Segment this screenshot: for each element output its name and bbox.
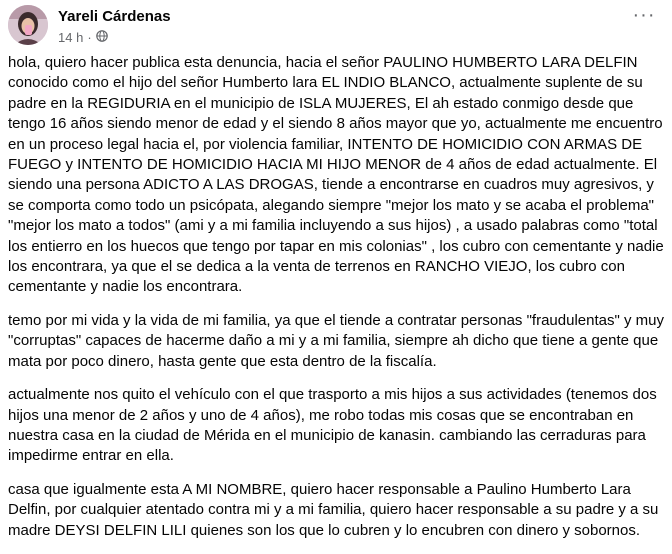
- more-options-icon[interactable]: ···: [632, 4, 656, 26]
- profile-photo: [8, 5, 48, 45]
- meta-separator: ·: [87, 30, 92, 45]
- post-body: [8, 53, 668, 554]
- globe-icon: [96, 30, 108, 45]
- post-meta: [58, 30, 108, 45]
- post-paragraph: casa que igualmente esta A MI NOMBRE, quiero hacer responsable a Paulino Humberto Lara Delfin, por cualquier atentado contra mi y a mi familia, quiero hacer responsable a su padre y a su madre DEYSI DELFIN LILI quienes son los que lo cubren y lo encubren con dinero y sobornos.: [8, 480, 659, 539]
- author-name[interactable]: Yareli Cárdenas: [58, 8, 171, 25]
- post-header: [0, 0, 672, 52]
- post-paragraph: actualmente nos quito el vehículo con el que trasporto a mis hijos a sus actividades (tenemos dos hijos una menor de 2 años y uno de 4 años), me robo todas mis cosas que se encontraban en nuestra casa en la ciudad de Mérida en el municipio de kanasin. cambiando las cerraduras para impedirme entrar en ella.: [8, 386, 657, 465]
- post-paragraph: temo por mi vida y la vida de mi familia, ya que el tiende a contratar personas "fraudulentas" y muy "corruptas" capaces de hacerme daño a mi y a mi familia, siempre ah dicho que tiene a gente que mata por poco dinero, hasta gente que esta dentro de la fiscalía.: [8, 311, 664, 370]
- avatar[interactable]: [8, 5, 48, 45]
- post-timestamp[interactable]: 14 h: [58, 30, 84, 45]
- post-paragraph: hola, quiero hacer publica esta denuncia, hacia el señor PAULINO HUMBERTO LARA DELFIN conocido como el hijo del señor Humberto lara EL INDIO BLANCO, actualmente suplente de su padre en la REGIDURIA en el municipio de ISLA MUJERES, El ah estado conmigo desde que tengo 16 años siendo menor de edad y el siendo 8 años mayor que yo, actualmente me encuentro en un proceso legal hacia el, por violencia familiar, INTENTO DE HOMICIDIO CON ARMAS DE FUEGO y INTENTO DE HOMICIDIO HACIA MI HIJO MENOR de 4 años de edad actualmente. El siendo una persona ADICTO A LAS DROGAS, tiende a encontrarse en cuadros muy agresivos, y se comporta como todo un psicópata, alegando siempre "mejor los mato y se acaba el problema" "mejor los mato a todos" (ami y a mi familia incluyendo a sus hijos) , a usado palabras como "total los entierro en los huecos que tengo por tapar en mis colonias" , los cubro con cementante y nadie los encontrara, ya que el se dedica a la venta de terrenos en RANCHO VIEJO, los cubro con cementante y nadie los encontrara.: [8, 54, 664, 296]
